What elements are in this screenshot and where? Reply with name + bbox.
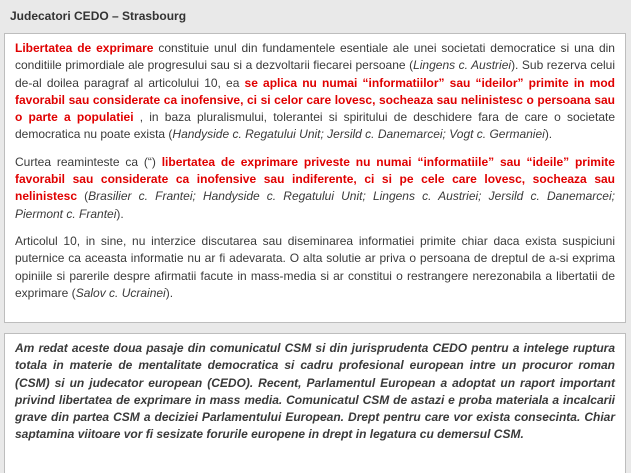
body-text: Articolul 10, in sine, nu interzice discutarea sau diseminarea informatiei primite chiar daca exista suspiciuni puternice ca aceasta informatie nu ar fi adevarata. O alta solutie ar priva o persoana de dreptul de a-si exprima opiniile si parerile despre afirmatii facute in mass-media si ar constitui o restrangere nerezonabila a libertatii de exprimare (	[15, 233, 615, 300]
body-text: (	[77, 189, 89, 204]
body-text: constituie unul din fundamentele esentiale ale unei societati democratice si una din conditiile primordiale ale progresului sau si a dezvoltarii fiecarei persoane (	[15, 41, 615, 73]
body-text: ).	[544, 127, 553, 142]
body-text: ).	[165, 285, 174, 300]
body-text: , in baza pluralismului, tolerantei si spiritului de deschidere fara de care o societate democratica nu poate exista (	[15, 110, 615, 142]
quotes-box	[4, 33, 626, 323]
case-citation: Salov c. Ucrainei	[75, 285, 166, 300]
case-citation: Handyside c. Regatului Unit; Jersild c. Danemarcei; Vogt c. Germaniei	[172, 127, 545, 142]
body-text: ). Sub rezerva celui de-al doilea paragraf al articolului 10, ea	[15, 58, 615, 90]
commentary-box	[4, 333, 626, 473]
body-text: ).	[116, 206, 124, 221]
body-text: Curtea reaminteste ca (“)	[15, 154, 162, 169]
highlight-text: Libertatea de exprimare	[15, 41, 154, 55]
quote-paragraph-3	[15, 233, 615, 302]
case-citation: Lingens c. Austriei	[413, 58, 512, 73]
highlight-text: libertatea de exprimare priveste nu numai “informatiile” sau “ideile” primite favorabil sau considerate ca inofensive sau indiferente, ci si pe cele care lovesc, socheaza sau nelinistesc	[15, 154, 615, 204]
highlight-text: se aplica nu numai “informatiilor” sau “ideilor” primite in mod favorabil sau considerate ca inofensive, ci si celor care lovesc, socheaza sau nelinistesc o persoana sau o parte a populatiei	[15, 75, 615, 125]
quote-paragraph-2	[15, 154, 615, 223]
quote-paragraph-1	[15, 40, 615, 144]
page-title: Judecatori CEDO – Strasbourg	[10, 9, 187, 23]
case-citation: Brasilier c. Frantei; Handyside c. Regatului Unit; Lingens c. Austriei; Jersild c. Danemarcei; Piermont c. Frantei	[15, 189, 615, 221]
commentary-text: Am redat aceste doua pasaje din comunicatul CSM si din jurisprudenta CEDO pentru a intelege ruptura totala in materie de mentalitate democratica si cadru profesional european intre un procuror roman (CSM) si un judecator european (CEDO). Recent, Parlamentul European a adoptat un raport important privind libertatea de exprimare in mass media. Comunicatul CSM de astazi e proba materiala a incalcarii grave din partea CSM a deciziei Parlamentului European. Drept pentru care vor exista consecinta. Chiar saptamina viitoare vor fi sesizate forurile europene in drept in legatura cu demersul CSM.	[15, 341, 615, 442]
